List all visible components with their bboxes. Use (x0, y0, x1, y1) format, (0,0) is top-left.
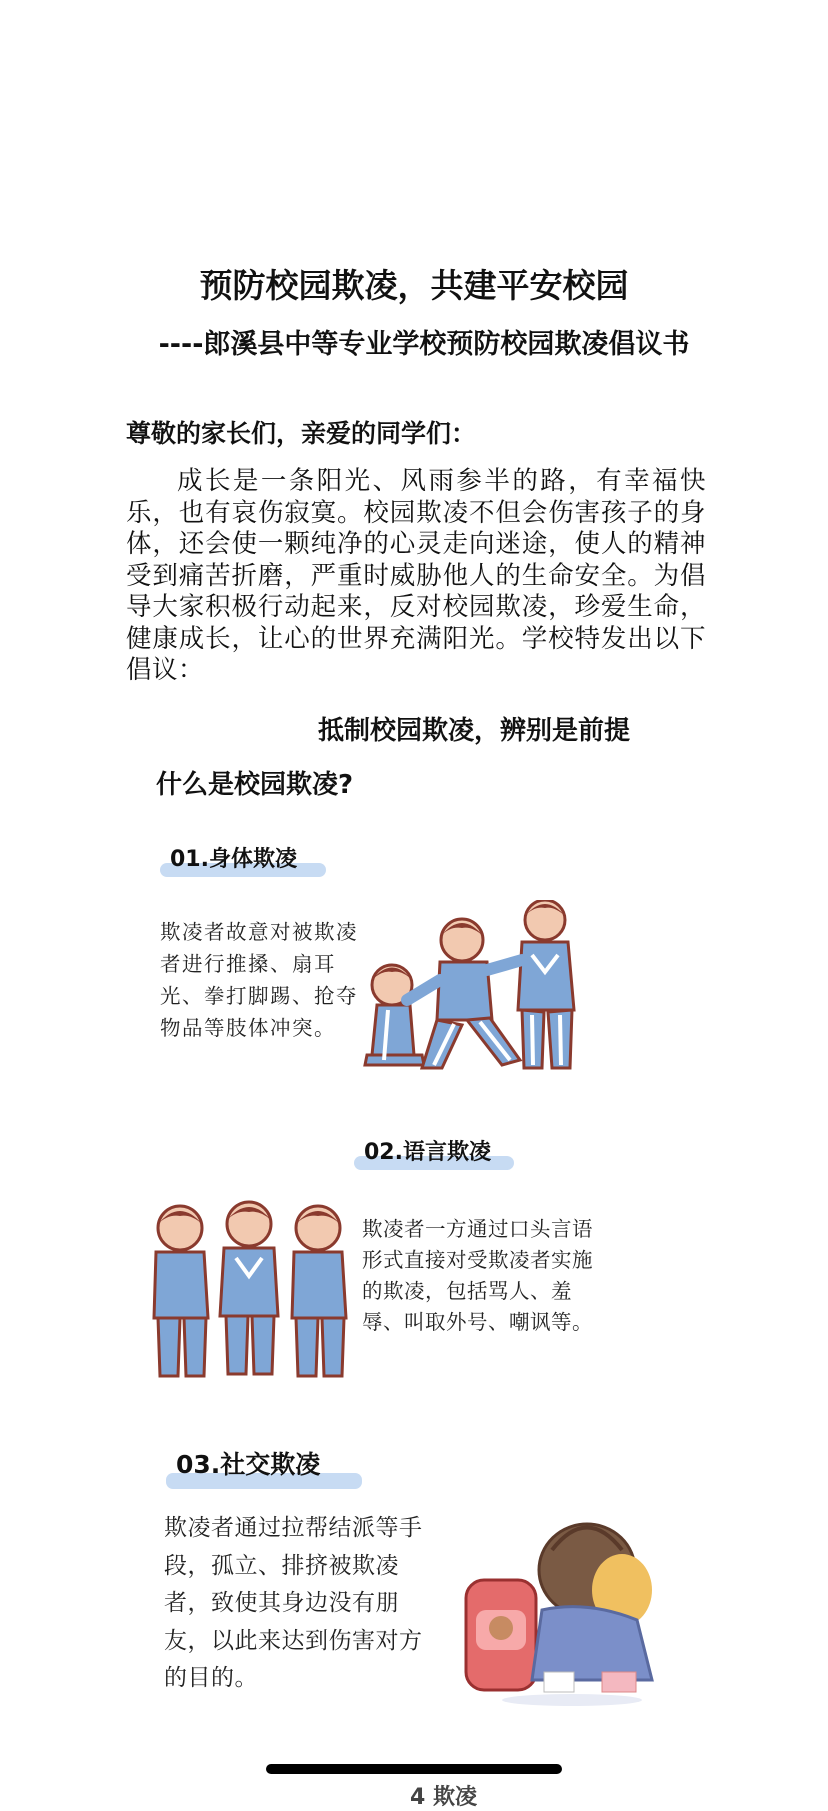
type-tag-social: 03.社交欺凌 (176, 1450, 321, 1479)
type-tag-physical: 01.身体欺凌 (170, 847, 297, 872)
physical-bullying-illustration (362, 900, 622, 1080)
type-description-social: 欺凌者通过拉帮结派等手段，孤立、排挤被欺凌者，致使其身边没有朋友，以此来达到伤害对方的目的。 (164, 1515, 423, 1691)
page-subtitle: ----郎溪县中等专业学校预防校园欺凌倡议书 (158, 329, 690, 360)
verbal-bullying-illustration (146, 1198, 352, 1383)
social-bullying-illustration (462, 1510, 672, 1710)
next-section-partial-heading: 4 欺凌 (410, 1785, 477, 1810)
type-tag-verbal: 02.语言欺凌 (364, 1140, 491, 1165)
page-title: 预防校园欺凌，共建平安校园 (199, 266, 629, 305)
intro-paragraph: 成长是一条阳光、风雨参半的路，有幸福快乐，也有哀伤寂寞。校园欺凌不但会伤害孩子的身体，还会使一颗纯净的心灵走向迷途，使人的精神受到痛苦折磨，严重时威胁他人的生命安全。为倡导大家积极行动起来，反对校园欺凌，珍爱生命，健康成长，让心的世界充满阳光。学校特发出以下倡议： (126, 466, 706, 685)
type-description-verbal: 欺凌者一方通过口头言语形式直接对受欺凌者实施的欺凌，包括骂人、羞辱、叫取外号、嘲讽等。 (362, 1217, 593, 1334)
home-indicator[interactable] (266, 1764, 562, 1774)
greeting: 尊敬的家长们，亲爱的同学们： (126, 419, 477, 448)
question-heading: 什么是校园欺凌? (156, 770, 354, 800)
type-description-physical: 欺凌者故意对被欺凌者进行推搡、扇耳光、拳打脚踢、抢夺物品等肢体冲突。 (160, 920, 358, 1040)
section-heading: 抵制校园欺凌，辨别是前提 (317, 716, 630, 746)
